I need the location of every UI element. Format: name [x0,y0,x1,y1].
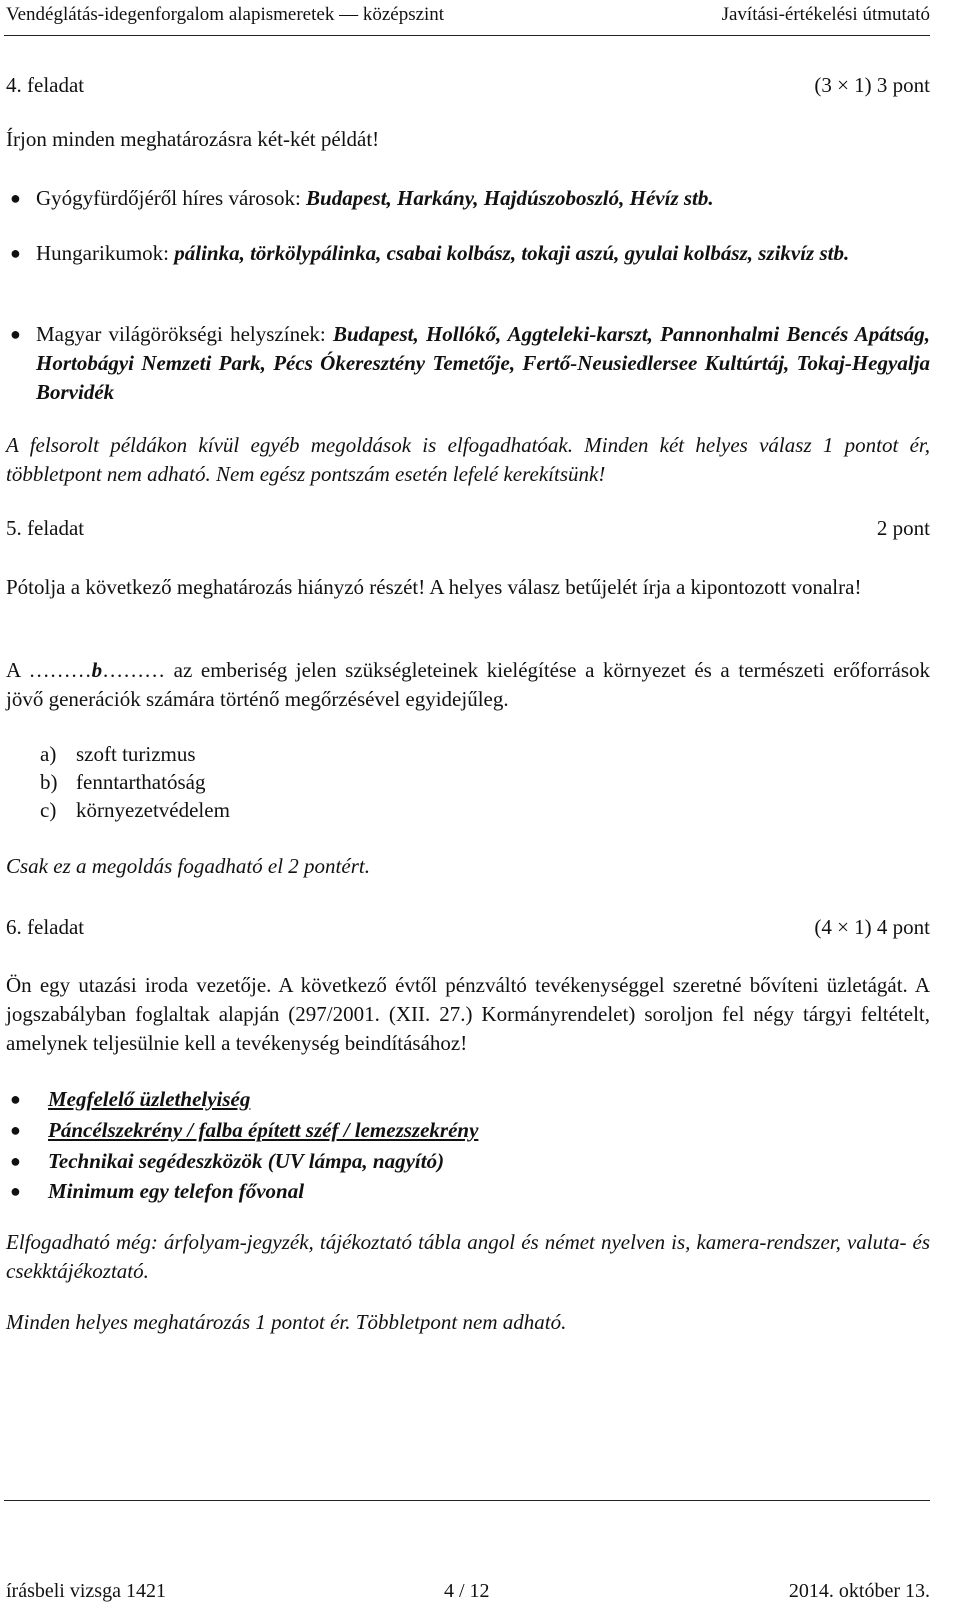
option-label: a) [40,742,57,766]
task4-bullet-hungarikums [10,239,930,268]
task6-points: (4 × 1) 4 pont [814,915,930,939]
bullet-icon: ● [10,1151,21,1171]
task6-heading [6,915,930,940]
task5-option-a [40,742,196,767]
task4-points: (3 × 1) 3 pont [814,73,930,97]
bullet-icon: ● [10,188,21,208]
task4-heading [6,73,930,98]
header-doc-type: Javítási-értékelési útmutató [721,4,930,25]
option-label: b) [40,770,58,794]
task6-answer-4 [10,1177,930,1206]
task5-scoring-note: Csak ez a megoldás fogadható el 2 pontért. [6,854,370,878]
option-label: c) [40,798,57,822]
bullet-answer: pálinka, törkölypálinka, csabai kolbász, tokaji aszú, gyulai kolbász, szikvíz stb. [174,241,850,265]
bullet-icon: ● [10,1181,21,1201]
task6-instruction: Ön egy utazási iroda vezetője. A következő évtől pénzváltó tevékenységgel szeretné bővíteni üzletágát. A jogszabályban foglaltak alapján (297/2001. (XII. 27.) Kormányrendelet) soroljon fel négy tárgyi feltételt, amelynek teljesülnie kell a tevékenység beindításához! [6,973,930,1055]
answer-text: Minimum egy telefon fővonal [48,1179,305,1203]
footer-date: 2014. október 13. [788,1580,930,1602]
bullet-label: Gyógyfürdőjéről híres városok: [36,186,307,210]
page-footer [6,1580,930,1603]
option-text: környezetvédelem [76,798,230,822]
option-text: szoft turizmus [76,742,196,766]
task5-instruction: Pótolja a következő meghatározás hiányzó részét! A helyes válasz betűjelét írja a kipontozott vonalra! [6,575,862,599]
task5-option-b [40,770,205,795]
task6-answer-3 [10,1147,930,1176]
footer-page-number: 4 / 12 [444,1580,490,1602]
option-text: fenntarthatóság [76,770,206,794]
task4-scoring-note: A felsorolt példákon kívül egyéb megoldások is elfogadhatóak. Minden két helyes válasz 1 pontot ér, többletpont nem adható. Nem egész pontszám esetén lefelé kerekítsünk! [6,433,930,486]
task6-answer-1 [10,1085,930,1114]
footer-rule [4,1500,930,1501]
page-header [6,4,930,32]
task6-scoring-note: Minden helyes meghatározás 1 pontot ér. Többletpont nem adható. [6,1310,567,1334]
task4-instruction: Írjon minden meghatározásra két-két példát! [6,127,380,151]
task5-heading [6,516,930,541]
task4-bullet-world-heritage [10,320,930,407]
header-rule [4,35,930,36]
bullet-icon: ● [10,243,21,263]
dots-after: ……… [102,658,166,682]
answer-text: Páncélszekrény / falba épített széf / lemezszekrény [48,1118,479,1142]
header-subject: Vendéglátás-idegenforgalom alapismeretek — középszint [6,4,445,25]
sentence-start: A [6,658,29,682]
dots-before: ……… [28,658,92,682]
footer-exam-id: írásbeli vizsga 1421 [6,1580,166,1602]
bullet-icon: ● [10,1089,21,1109]
task5-option-c [40,798,230,823]
bullet-answer: Budapest, Hollókő, Aggteleki-karszt, Pannonhalmi Bencés Apátság, Hortobágyi Nemzeti Park, Pécs Ókeresztény Temetője, Fertő-Neusiedlersee Kultúrtáj, Tokaj-Hegyalja Borvidék [36,322,930,404]
task6-accepted-note: Elfogadható még: árfolyam-jegyzék, tájékoztató tábla angol és német nyelven is, kamera-rendszer, valuta- és csekktájékoztató. [6,1230,930,1283]
task5-points: 2 pont [876,516,930,540]
bullet-answer: Budapest, Harkány, Hajdúszoboszló, Hévíz stb. [306,186,714,210]
answer-text: Technikai segédeszközök (UV lámpa, nagyító) [48,1149,445,1173]
bullet-label: Magyar világörökségi helyszínek: [36,322,333,346]
sentence-rest: az emberiség jelen szükségleteinek kielégítése a környezet és a természeti erőforrások jövő generációk számára történő megőrzésével egyidejűleg. [6,658,930,711]
bullet-label: Hungarikumok: [36,241,175,265]
task5-title: 5. feladat [6,516,85,540]
task5-sentence [6,656,930,714]
task6-title: 6. feladat [6,915,85,939]
task4-title: 4. feladat [6,73,85,97]
answer-text: Megfelelő üzlethelyiség [48,1087,251,1111]
task4-bullet-spa-towns [10,184,930,213]
answer-letter: b [91,658,103,682]
bullet-icon: ● [10,1120,21,1140]
task6-answer-2 [10,1116,930,1145]
bullet-icon: ● [10,324,21,344]
